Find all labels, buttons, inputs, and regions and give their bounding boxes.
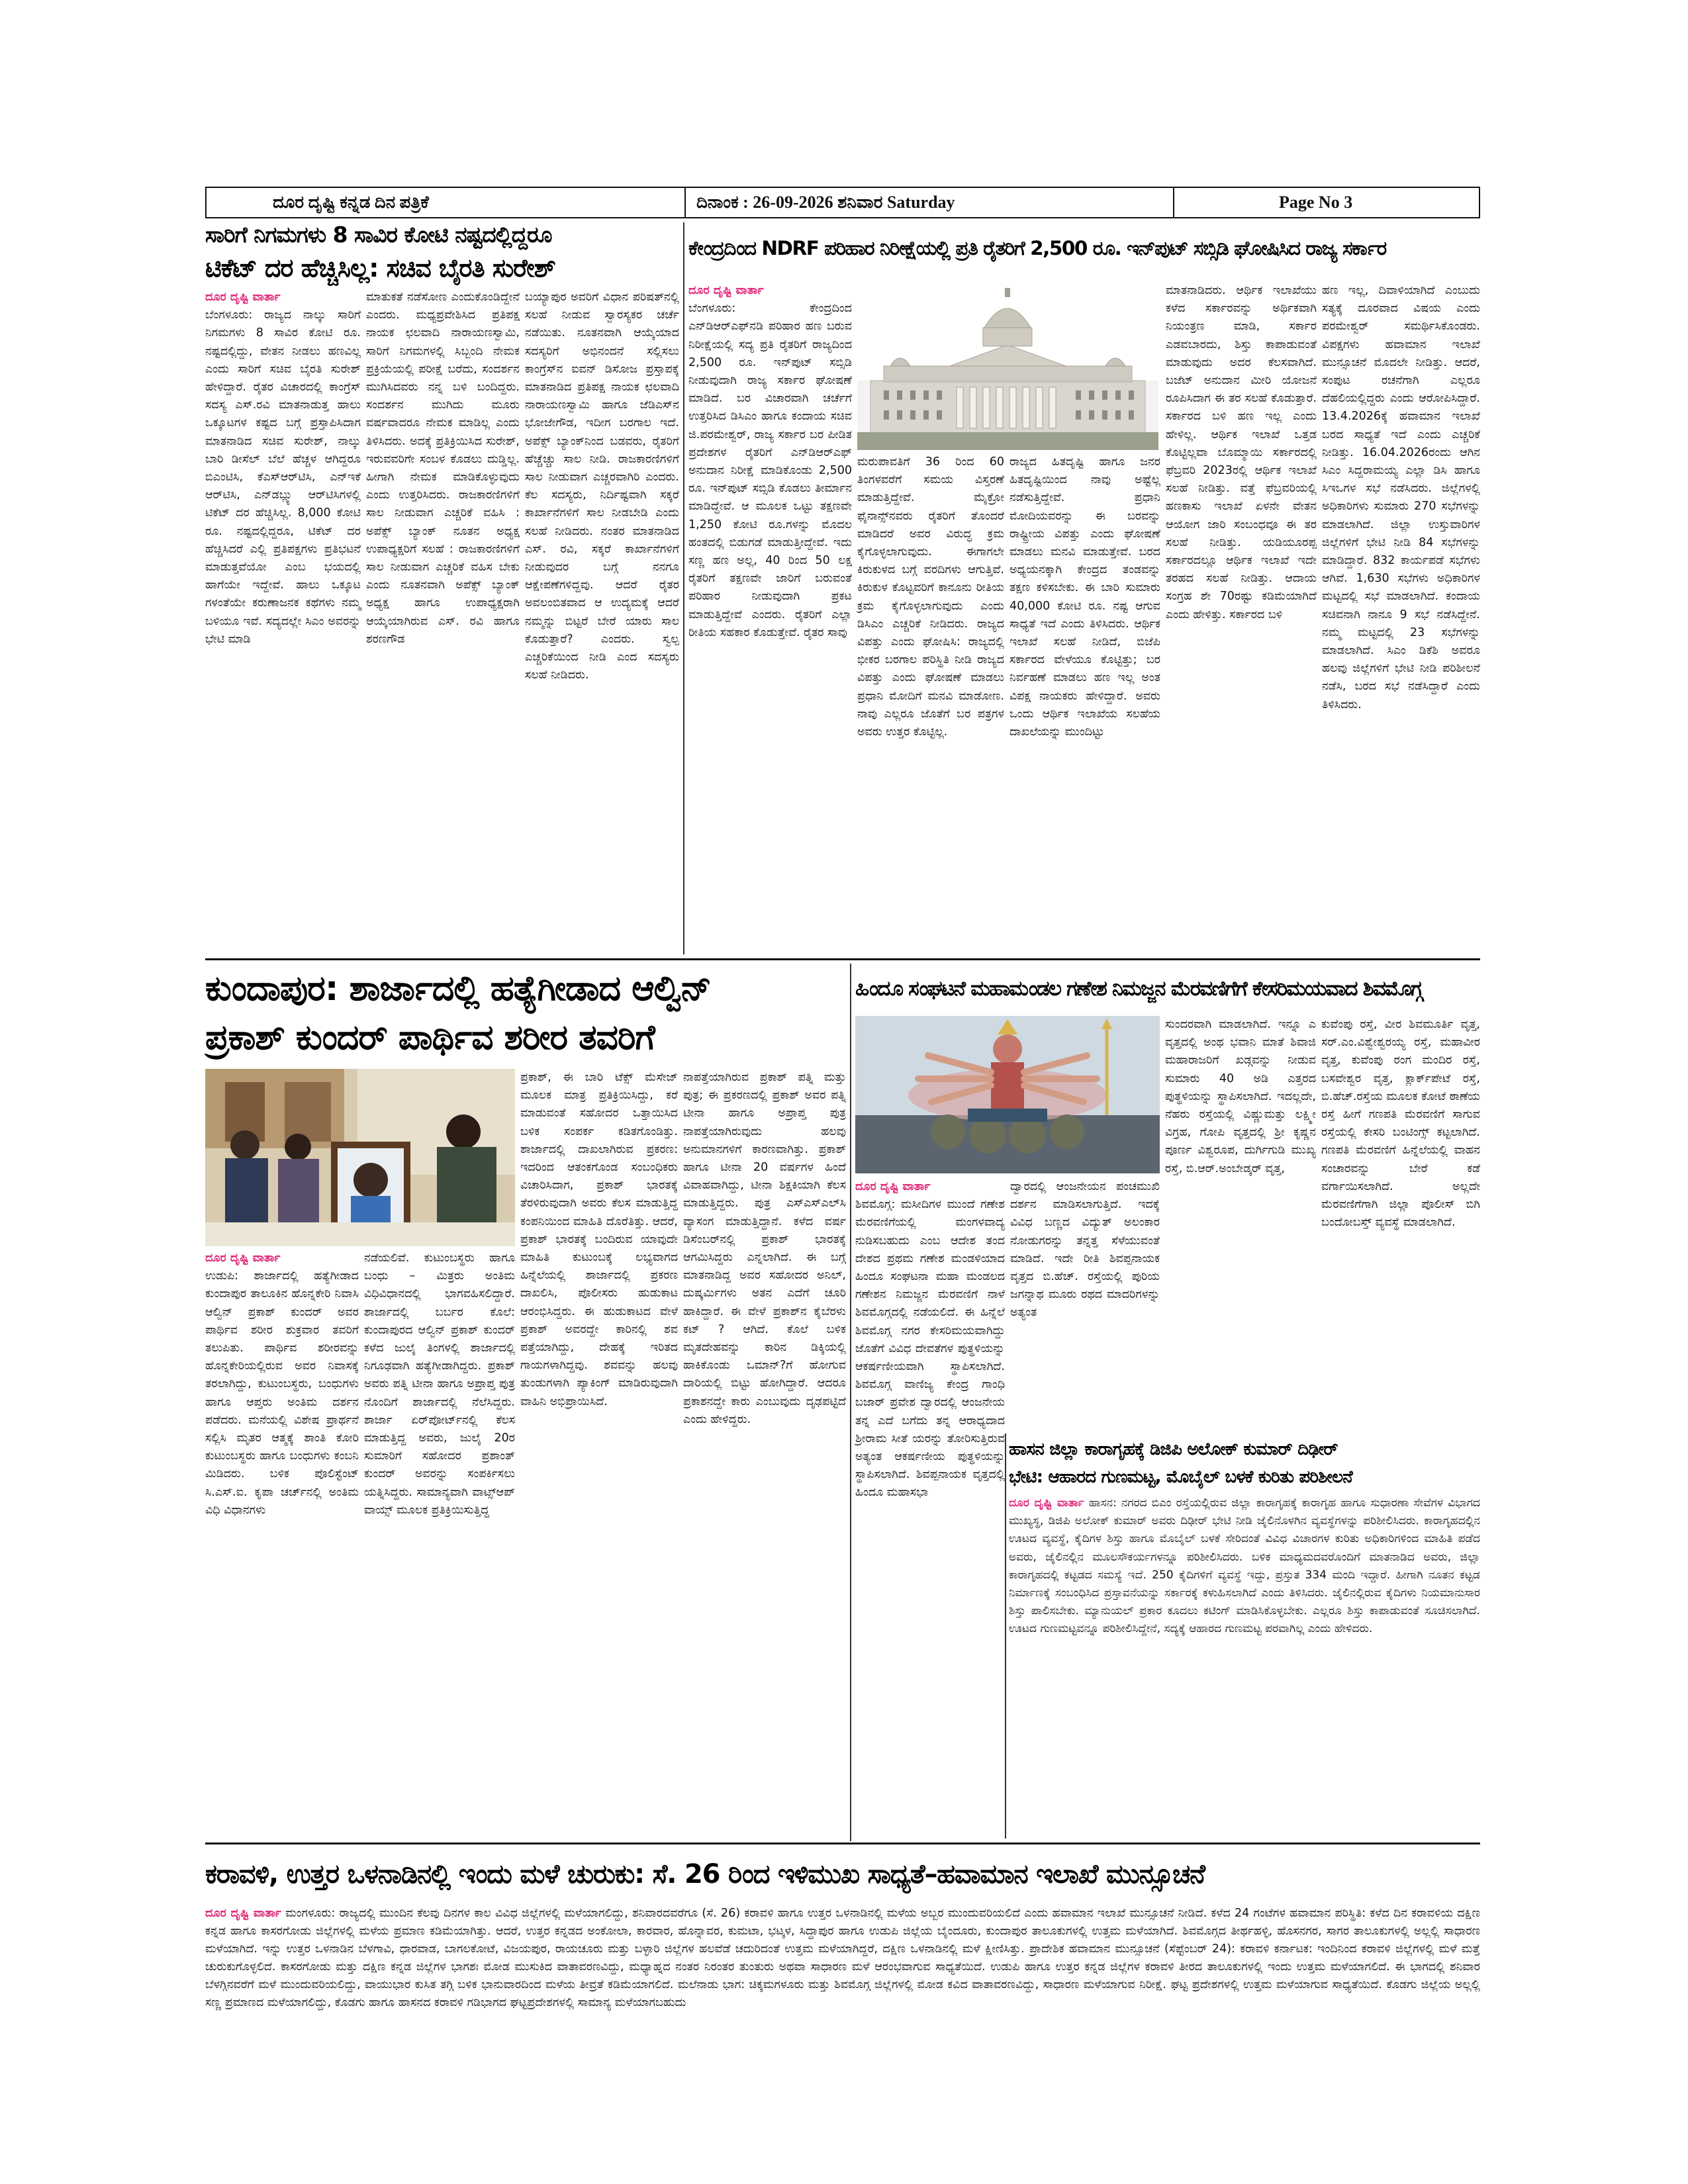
story3-text-2: ನಡೆಯಲಿವೆ. ಕುಟುಂಬಸ್ಥರು ಹಾಗೂ ಬಂಧು – ಮಿತ್ರರು ಅಂತಿಮ ವಿಧಿವಿಧಾನದಲ್ಲಿ ಭಾಗವಹಿಸಲಿದ್ದಾರೆ. ಶಾರ್ಜಾದಲ್ಲಿ ಬರ್ಬರ ಕೊಲೆ: ಕುಂದಾಪುರದ ಆಲ್ವಿನ್ ಪ್ರಕಾಶ್ ಕುಂದರ್ ಕಳೆದ ಜುಲೈ ತಿಂಗಳಲ್ಲಿ ಶಾರ್ಜಾದಲ್ಲಿ ನಿಗೂಢವಾಗಿ ಹತ್ಯೆಗೀಡಾಗಿದ್ದರು. ಪ್ರಕಾಶ್ ಅವರು ಪತ್ನಿ ಟೀನಾ ಹಾಗೂ ಅಪ್ರಾಪ್ತ ಪುತ್ರ ನೊಂದಿಗೆ ಶಾರ್ಜಾದಲ್ಲಿ ನೆಲೆಸಿದ್ದರು. ಶಾರ್ಜಾ ಏರ್‌ಪೋರ್ಟ್‌ನಲ್ಲಿ ಕೆಲಸ ಮಾಡುತ್ತಿದ್ದ ಅವರು, ಜುಲೈ 20ರ ಸುಮಾರಿಗೆ ಸಹೋದರ ಪ್ರಶಾಂತ್ ಕುಂದರ್ ಅವರನ್ನು ಸಂಪರ್ಕಿಸಲು ಯತ್ನಿಸಿದ್ದರು. ಸಾಮಾನ್ಯವಾಗಿ ವಾಟ್ಸ್ಆಪ್ ವಾಯ್ಸ್ ಮೂಲಕ ಪ್ರತಿಕ್ರಿಯಿಸುತ್ತಿದ್ದ (364, 1251, 515, 1517)
story1-column-3 (525, 289, 679, 953)
story3-column-2 (364, 1250, 515, 1839)
story2-headline: ಕೇಂದ್ರದಿಂದ NDRF ಪರಿಹಾರ ನಿರೀಕ್ಷೆಯಲ್ಲಿ ಪ್ರತಿ ರೈತರಿಗೆ 2,500 ರೂ. ಇನ್‌ಪುಟ್ ಸಬ್ಸಿಡಿ ಘೋಷಿಸಿದ ರಾಜ್ಯ ಸರ್ಕಾರ (688, 237, 1386, 259)
story3-headline-line2: ಪ್ರಕಾಶ್ ಕುಂದರ್ ಪಾರ್ಥಿವ ಶರೀರ ತವರಿಗೆ (205, 1018, 655, 1058)
story6-dateline: ದೂರ ದೃಷ್ಟಿ ವಾರ್ತಾ (205, 1907, 281, 1920)
column-rule (683, 222, 684, 954)
page-number: Page No 3 (1279, 193, 1353, 212)
masthead-divider (684, 188, 686, 217)
story6-text: ಮಂಗಳೂರು: ರಾಜ್ಯದಲ್ಲಿ ಮುಂದಿನ ಕೆಲವು ದಿನಗಳ ಕಾಲ ವಿವಿಧ ಜಿಲ್ಲೆಗಳಲ್ಲಿ ಮಳೆಯಾಗಲಿದ್ದು, ಶನಿವಾರದವರೆಗೂ (ಸೆ. 26) ಕರಾವಳಿ ಹಾಗೂ ಉತ್ತರ ಒಳನಾಡಿನಲ್ಲಿ ಮಳೆಯ ಅಬ್ಬರ ಮುಂದುವರಿಯಲಿದೆ ಎಂದು ಹವಾಮಾನ ಇಲಾಖೆ ಮುನ್ಸೂಚನೆ ನೀಡಿದೆ. ಕಳೆದ 24 ಗಂಟೆಗಳ ಹವಾಮಾನ ಪರಿಸ್ಥಿತಿ: ಕಳೆದ ದಿನ ಕರಾವಳಿಯ ದಕ್ಷಿಣ ಕನ್ನಡ ಹಾಗೂ ಕಾಸರಗೋಡು ಜಿಲ್ಲೆಗಳಲ್ಲಿ ಮಳೆಯ ಪ್ರಮಾಣ ಕಡಿಮೆಯಾಗಿತ್ತು. ಆದರೆ, ಉತ್ತರ ಕನ್ನಡದ ಅಂಕೋಲಾ, ಕಾರವಾರ, ಹೊನ್ನಾವರ, ಕುಮಟಾ, ಭಟ್ಕಳ, ಸಿದ್ದಾಪುರ ಹಾಗೂ ಉಡುಪಿ ಜಿಲ್ಲೆಯ ಬೈಂದೂರು, ಕುಂದಾಪುರ ತಾಲೂಕುಗಳಲ್ಲಿ ಉತ್ತಮ ಮಳೆಯಾಗಿದೆ. ಶಿವಮೊಗ್ಗದ ತೀರ್ಥಹಳ್ಳಿ, ಹೊಸನಗರ, ಸಾಗರ ತಾಲೂಕುಗಳಲ್ಲಿ ಅಲ್ಲಲ್ಲಿ ಸಾಧಾರಣ ಮಳೆಯಾಗಿದೆ. ಇನ್ನು ಉತ್ತರ ಒಳನಾಡಿನ ಬೆಳಗಾವಿ, ಧಾರವಾಡ, ಬಾಗಲಕೋಟೆ, ವಿಜಯಪುರ, ರಾಯಚೂರು ಮತ್ತು ಬಳ್ಳಾರಿ ಜಿಲ್ಲೆಗಳ ಹಲವೆಡೆ ಚದುರಿದಂತೆ ಉತ್ತಮ ಮಳೆಯಾಗಿದ್ದರೆ, ದಕ್ಷಿಣ ಒಳನಾಡಿನಲ್ಲಿ ಮಳೆ ಕ್ಷೀಣಿಸಿತ್ತು. ಪ್ರಾದೇಶಿಕ ಹವಾಮಾನ ಮುನ್ಸೂಚನೆ (ಸೆಪ್ಟೆಂಬರ್ 24): ಕರಾವಳಿ ಕರ್ನಾಟಕ: ಇಂದಿನಿಂದ ಕರಾವಳಿ ಜಿಲ್ಲೆಗಳಲ್ಲಿ ಮಳೆ ಮತ್ತೆ ಚುರುಕುಗೊಳ್ಳಲಿದೆ. ಕಾಸರಗೋಡು ಮತ್ತು ದಕ್ಷಿಣ ಕನ್ನಡ ಜಿಲ್ಲೆಗಳ ಭಾಗಶಃ ಮೋಡ ಮುಸುಕಿದ ವಾತಾವರಣವಿದ್ದು, ಮಧ್ಯಾಹ್ನದ ನಂತರ ನಿರಂತರ ತುಂತುರು ಅಥವಾ ಸಾಧಾರಣ ಮಳೆ ಆರಂಭವಾಗುವ ಸಾಧ್ಯತೆಯಿದೆ. ಉಡುಪಿ ಹಾಗೂ ಉತ್ತರ ಕನ್ನಡ ಜಿಲ್ಲೆಗಳ ಕರಾವಳಿ ತೀರದ ತಾಲೂಕುಗಳಲ್ಲಿ ಇಂದು ಉತ್ತಮ ಮಳೆಯಾಗಲಿದೆ. ಈ ಭಾಗದಲ್ಲಿ ಶನಿವಾರ ಬೆಳಗ್ಗಿನವರೆಗೆ ಮಳೆ ಮುಂದುವರಿಯಲಿದ್ದು, ವಾಯುಭಾರ ಕುಸಿತ ತಗ್ಗಿ ಬಳಿಕ ಭಾನುವಾರದಿಂದ ಮಳೆಯ ತೀವ್ರತೆ ಕಡಿಮೆಯಾಗಲಿದೆ. ಮಲೆನಾಡು ಭಾಗ: ಚಿಕ್ಕಮಗಳೂರು ಮತ್ತು ಶಿವಮೊಗ್ಗ ಜಿಲ್ಲೆಗಳಲ್ಲಿ ಮೋಡ ಕವಿದ ವಾತಾವರಣವಿದ್ದು, ಸಾಧಾರಣ ಮಳೆಯಾಗುವ ನಿರೀಕ್ಷೆ. ಘಟ್ಟ ಪ್ರದೇಶಗಳಲ್ಲಿ ಉತ್ತಮ ಮಳೆಯಾಗುವ ಸಾಧ್ಯತೆಯಿದೆ. ಕೊಡಗು ಜಿಲ್ಲೆಯ ಅಲ್ಲಲ್ಲಿ ಸಣ್ಣ ಪ್ರಮಾಣದ ಮಳೆಯಾಗಲಿದ್ದು, ಕೊಡಗು ಹಾಗೂ ಹಾಸನದ ಕರಾವಳಿ ಗಡಿಭಾಗದ ಘಟ್ಟಪ್ರದೇಶಗಳಲ್ಲಿ ಸಾಮಾನ್ಯ ಮಳೆಯಾಗಬಹುದು (205, 1907, 1480, 2009)
story1-text-1: ಬೆಂಗಳೂರು: ರಾಜ್ಯದ ನಾಲ್ಕು ಸಾರಿಗೆ ನಿಗಮಗಳು 8 ಸಾವಿರ ಕೋಟಿ ರೂ. ನಷ್ಟದಲ್ಲಿದ್ದು, ವೇತನ ನೀಡಲು ಹಣವಿಲ್ಲ ಎಂದು ಸಾರಿಗೆ ಸಚಿವ ಬೈರತಿ ಸುರೇಶ್ ಹೇಳಿದ್ದಾರೆ. ರೈತರ ವಿಚಾರದಲ್ಲಿ ಕಾಂಗ್ರೆಸ್ ಸದಸ್ಯ ಎಸ್.ರವಿ ಮಾತನಾಡುತ್ತ ಹಾಲು ಒಕ್ಕೂಟಗಳ ಕಷ್ಟದ ಬಗ್ಗೆ ಪ್ರಸ್ತಾಪಿಸಿದಾಗ ಮಾತನಾಡಿದ ಸಚಿವ ಸುರೇಶ್, ನಾಲ್ಕು ಬಾರಿ ಡೀಸೆಲ್ ಬೆಲೆ ಹೆಚ್ಚಳ ಆಗಿದ್ದರೂ ಬಿಎಂಟಿಸಿ, ಕೆಎಸ್ಆರ್‌ಟಿಸಿ, ಎನ್‌ಇಕೆ ಆರ್‌ಟಿಸಿ, ಎನ್‌ಡಬ್ಲ್ಯು ಆರ್‌ಟಿಸಿಗಳಲ್ಲಿ ಟಿಕೆಟ್ ದರ ಹೆಚ್ಚಿಸಿಲ್ಲ. 8,000 ಕೋಟಿ ರೂ. ನಷ್ಟದಲ್ಲಿದ್ದರೂ, ಟಿಕೆಟ್ ದರ ಹೆಚ್ಚಿಸಿದರೆ ಎಲ್ಲಿ ಪ್ರತಿಪಕ್ಷಗಳು ಪ್ರತಿಭಟನೆ ಮಾಡುತ್ತವೆಯೋ ಎಂಬ ಭಯದಲ್ಲಿ ಹಾಗೆಯೇ ಇದ್ದೇವೆ. ಹಾಲು ಒಕ್ಕೂಟ ಗಳಂತೆಯೇ ಕರುಣಾಜನಕ ಕಥೆಗಳು ನಮ್ಮ ಬಳಿಯೂ ಇವೆ. ಸದ್ಯದಲ್ಲೇ ಸಿಎಂ ಅವರನ್ನು ಭೇಟಿ ಮಾಡಿ (205, 308, 361, 646)
ganesha-idol-photo (855, 1016, 1160, 1173)
story2-text-4: ಮಾತನಾಡಿದರು. ಆರ್ಥಿಕ ಇಲಾಖೆಯು ಕಳೆದ ಸರ್ಕಾರವನ್ನು ಅರ್ಥಿಕವಾಗಿ ನಿಯಂತ್ರಣ ಮಾಡಿ, ಸರ್ಕಾರ ಎಡವಬಾರದು, ಶಿಸ್ತು ಕಾಪಾಡುವಂತೆ ಮಾಡುವುದು ಅದರ ಕೆಲಸವಾಗಿದೆ. ಬಜೆಟ್ ಅನುದಾನ ಮೀರಿ ಯೋಜನೆ ರೂಪಿಸಿದಾಗ ಈ ತರ ಸಲಹೆ ಕೊಡುತ್ತಾರೆ. ಸರ್ಕಾರದ ಬಳಿ ಹಣ ಇಲ್ಲ ಎಂದು ಹೇಳಿಲ್ಲ. ಆರ್ಥಿಕ ಇಲಾಖೆ ಒತ್ತಡ ಕೊಟ್ಟಿಲ್ಲವಾ ಬೊಮ್ಮಾಯಿ ಸರ್ಕಾರದಲ್ಲಿ ಫೆಬ್ರವರಿ 2023ರಲ್ಲಿ ಆರ್ಥಿಕ ಇಲಾಖೆ ಸಲಹೆ ನೀಡಿತ್ತು. ವತ್ತೆ ಫೆಬ್ರವರಿಯಲ್ಲಿ ಹಣಕಾಸು ಇಲಾಖೆ ಏಳನೇ ವೇತನ ಆಯೋಗ ಜಾರಿ ಸಂಬಂಧವೂ ಈ ತರ ಸಲಹೆ ನೀಡಿತ್ತು. ಯಡಿಯೂರಪ್ಪ ಸರ್ಕಾರದಲ್ಲೂ ಆರ್ಥಿಕ ಇಲಾಖೆ ಇದೇ ತರಹದ ಸಲಹೆ ನೀಡಿತ್ತು. ಆದಾಯ ಸಂಗ್ರಹ ಶೇ 70ರಷ್ಟು ಕಡಿಮೆಯಾಗಿದೆ ಎಂದು ಹೇಳಿತ್ತು. ಸರ್ಕಾರದ ಬಳಿ (1166, 284, 1317, 621)
story1-dateline: ದೂರ ದೃಷ್ಟಿ ವಾರ್ತಾ (205, 291, 281, 304)
story4-column-3 (1165, 1016, 1316, 1430)
story4-column-1 (855, 1178, 1005, 1500)
story5-headline-line2: ಭೇಟಿ: ಆಹಾರದ ಗುಣಮಟ್ಟ, ಮೊಬೈಲ್ ಬಳಕೆ ಕುರಿತು ಪರಿಶೀಲನೆ (1009, 1467, 1352, 1487)
story2-column-1 (688, 282, 852, 952)
story3-text-1: ಉಡುಪಿ: ಶಾರ್ಜಾದಲ್ಲಿ ಹತ್ಯೆಗೀಡಾದ ಕುಂದಾಪುರ ತಾಲೂಕಿನ ಹೊನ್ನಕೇರಿ ನಿವಾಸಿ ಆಲ್ವಿನ್ ಪ್ರಕಾಶ್ ಕುಂದರ್ ಅವರ ಪಾರ್ಥಿವ ಶರೀರ ಶುಕ್ರವಾರ ತವರಿಗೆ ತಲುಪಿತು. ಪಾರ್ಥಿವ ಶರೀರವನ್ನು ಹೊನ್ನಕೇರಿಯಲ್ಲಿರುವ ಅವರ ನಿವಾಸಕ್ಕೆ ತರಲಾಗಿದ್ದು, ಕುಟುಂಬಸ್ಥರು, ಬಂಧುಗಳು ಹಾಗೂ ಆಪ್ತರು ಅಂತಿಮ ದರ್ಶನ ಪಡೆದರು. ಮನೆಯಲ್ಲಿ ವಿಶೇಷ ಪ್ರಾರ್ಥನೆ ಸಲ್ಲಿಸಿ ಮೃತರ ಆತ್ಮಕ್ಕೆ ಶಾಂತಿ ಕೋರಿ ಕುಟುಂಬಸ್ಥರು ಹಾಗೂ ಬಂಧುಗಳು ಕಂಬನಿ ಮಿಡಿದರು. ಬಳಿಕ ಪೊಲಿಸ್ಟೆಂಟ್ ಸಿ.ಎಸ್.ಐ. ಕೃಪಾ ಚರ್ಚ್‌ನಲ್ಲಿ ಅಂತಿಮ ವಿಧಿ ವಿಧಾನಗಳು (205, 1269, 359, 1517)
story2-dateline: ದೂರ ದೃಷ್ಟಿ ವಾರ್ತಾ (688, 284, 764, 297)
story2-column-4 (1166, 282, 1317, 952)
story5-body (1009, 1494, 1480, 1839)
story3-headline-line1: ಕುಂದಾಪುರ: ಶಾರ್ಜಾದಲ್ಲಿ ಹತ್ಯೆಗೀಡಾದ ಆಲ್ವಿನ್ (205, 969, 711, 1009)
story2-text-5: ಹಣ ಇಲ್ಲ, ದಿವಾಳಿಯಾಗಿದೆ ಎಂಬುದು ಸತ್ಯಕ್ಕೆ ದೂರವಾದ ವಿಷಯ ಎಂದು ಪರಮೇಶ್ವರ್ ಸಮರ್ಥಿಸಿಕೊಂಡರು. ವಿಪಕ್ಷಗಳು ಹವಾಮಾನ ಇಲಾಖೆ ಮುನ್ಸೂಚನೆ ಮೊದಲೇ ನೀಡಿತ್ತು. ಆದರೆ, ಸಂಪುಟ ರಚನೆಗಾಗಿ ಎಲ್ಲರೂ ದೆಹಲಿಯಲ್ಲಿದ್ದರು ಎಂದು ಆರೋಪಿಸಿದ್ದಾರೆ. 13.4.2026ಕ್ಕೆ ಹವಾಮಾನ ಇಲಾಖೆ ಬರದ ಸಾಧ್ಯತೆ ಇದೆ ಎಂದು ಎಚ್ಚರಿಕೆ ನೀಡಿತ್ತು. 16.04.2026ರಂದು ಆಗಿನ ಸಿಎಂ ಸಿದ್ದರಾಮಯ್ಯ ಎಲ್ಲಾ ಡಿಸಿ ಹಾಗೂ ಸಿಇಒಗಳ ಸಭೆ ನಡೆಸಿದರು. ಜಿಲ್ಲೆಗಳಲ್ಲಿ ಅಧಿಕಾರಿಗಳು ಸುಮಾರು 270 ಸಭೆಗಳನ್ನು ಮಾಡಲಾಗಿದೆ. ಜಿಲ್ಲಾ ಉಸ್ತುವಾರಿಗಳ ಜಿಲ್ಲೆಗಳಿಗೆ ಭೇಟಿ ನೀಡಿ 84 ಸಭೆಗಳನ್ನು ಮಾಡಿದ್ದಾರೆ. 832 ಕಾರ್ಯಪಡೆ ಸಭೆಗಳು ಆಗಿವೆ. 1,630 ಸಭೆಗಳು ಅಧಿಕಾರಿಗಳ ಮಟ್ಟದಲ್ಲಿ ಸಭೆ ಮಾಡಲಾಗಿದೆ. ಕಂದಾಯ ಸಚಿವನಾಗಿ ನಾನೂ 9 ಸಭೆ ನಡೆಸಿದ್ದೇನೆ. ನಮ್ಮ ಮಟ್ಟದಲ್ಲಿ 23 ಸಭೆಗಳನ್ನು ಮಾಡಲಾಗಿದೆ. ಸಿಎಂ ಡಿಕೆಶಿ ಅವರೂ ಹಲವು ಜಿಲ್ಲೆಗಳಿಗೆ ಭೇಟಿ ನೀಡಿ ಪರಿಶೀಲನೆ ನಡೆಸಿ, ಬರದ ಸಭೆ ನಡೆಸಿದ್ದಾರೆ ಎಂದು ತಿಳಿಸಿದರು. (1322, 284, 1480, 711)
story4-headline: ಹಿಂದೂ ಸಂಘಟನೆ ಮಹಾಮಂಡಲ ಗಣೇಶ ನಿಮಜ್ಜನ ಮೆರವಣಿಗೆಗೆ ಕೇಸರಿಮಯವಾದ ಶಿವಮೊಗ್ಗ (855, 977, 1422, 1001)
story3-text-3: ಪ್ರಕಾಶ್, ಈ ಬಾರಿ ಟೆಕ್ಸ್ ಮೆಸೇಜ್ ಮೂಲಕ ಮಾತ್ರ ಪ್ರತಿಕ್ರಿಯಿಸಿದ್ದು, ಕರೆ ಮಾಡುವಂತೆ ಸಹೋದರ ಒತ್ತಾಯಿಸಿದ ಬಳಿಕ ಸಂಪರ್ಕ ಕಡಿತಗೊಂಡಿತ್ತು. ಶಾರ್ಜಾದಲ್ಲಿ ದಾಖಲಾಗಿರುವ ಪ್ರಕರಣ: ಇದರಿಂದ ಆತಂಕಗೊಂಡ ಸಂಬಂಧಿಕರು ವಿಚಾರಿಸಿದಾಗ, ಪ್ರಕಾಶ್ ಭಾರತಕ್ಕೆ ತೆರಳಿರುವುದಾಗಿ ಅವರು ಕೆಲಸ ಮಾಡುತ್ತಿದ್ದ ಕಂಪನಿಯಿಂದ ಮಾಹಿತಿ ದೊರೆತಿತ್ತು. ಆದರೆ, ಪ್ರಕಾಶ್ ಭಾರತಕ್ಕೆ ಬಂದಿರುವ ಯಾವುದೇ ಮಾಹಿತಿ ಕುಟುಂಬಕ್ಕೆ ಲಭ್ಯವಾಗದ ಹಿನ್ನೆಲೆಯಲ್ಲಿ ಶಾರ್ಜಾದಲ್ಲಿ ಪ್ರಕರಣ ದಾಖಲಿಸಿ, ಪೊಲೀಸರು ಹುಡುಕಾಟ ಆರಂಭಿಸಿದ್ದರು. ಈ ಹುಡುಕಾಟದ ವೇಳೆ ಪ್ರಕಾಶ್ ಅವರದ್ದೇ ಕಾರಿನಲ್ಲಿ ಶವ ಪತ್ತೆಯಾಗಿದ್ದು, ದೇಹಕ್ಕೆ ಇರಿತದ ಗಾಯಗಳಾಗಿದ್ದವು. ಶವವನ್ನು ಹಲವು ತುಂಡುಗಳಾಗಿ ಪ್ಯಾಕಿಂಗ್ ಮಾಡಿರುವುದಾಗಿ ವಾಹಿನಿ ಅಭಿಪ್ರಾಯಿಸಿದೆ. (520, 1071, 678, 1408)
story2-text-2: ಮರುಪಾವತಿಗೆ 36 ರಿಂದ 60 ತಿಂಗಳವರೆಗೆ ಸಮಯ ವಿಸ್ತರಣೆ ಮಾಡುತ್ತಿದ್ದೇವೆ. ಮೈಕ್ರೋ ಫೈನಾನ್ಸ್‌ನವರು ರೈತರಿಗೆ ತೊಂದರೆ ಮಾಡಿದರೆ ಅವರ ವಿರುದ್ಧ ಕ್ರಮ ಕೈಗೊಳ್ಳಲಾಗುವುದು. ಈಗಾಗಲೇ ಕಿರುಕುಳದ ಬಗ್ಗೆ ವರದಿಗಳು ಆಗುತ್ತಿವೆ. ಕಿರುಕುಳ ಕೊಟ್ಟವರಿಗೆ ಕಾನೂನು ರೀತಿಯ ಕ್ರಮ ಕೈಗೊಳ್ಳಲಾಗುವುದು ಎಂದು ಡಿಸಿಎಂ ಎಚ್ಚರಿಕೆ ನೀಡಿದರು. ರಾಜ್ಯದ ವಿಪತ್ತು ಎಂದು ಘೋಷಿಸಿ: ರಾಜ್ಯದಲ್ಲಿ ಭೀಕರ ಬರಗಾಲ ಪರಿಸ್ಥಿತಿ ನೀಡಿ ರಾಜ್ಯದ ವಿಪತ್ತು ಎಂದು ಘೋಷಣೆ ಮಾಡಲು ಪ್ರಧಾನಿ ಮೋದಿಗೆ ಮನವಿ ಮಾಡೋಣ. ನಾವು ಎಲ್ಲರೂ ಜೊತೆಗೆ ಬರ ಪತ್ರಗಳ ಅವರು ಉತ್ತರ ಕೊಟ್ಟಿಲ್ಲ. (857, 455, 1004, 739)
story2-text-3: ರಾಜ್ಯದ ಹಿತದೃಷ್ಟಿ ಹಾಗೂ ಜನರ ಹಿತದೃಷ್ಟಿಯಿಂದ ನಾವು ಅಷ್ಟೆಲ್ಲ ನಡೆಸುತ್ತಿದ್ದೇವೆ. ಪ್ರಧಾನಿ ಮೋದಿಯವರನ್ನು ಈ ಬರವನ್ನು ರಾಷ್ಟ್ರೀಯ ವಿಪತ್ತು ಎಂದು ಘೋಷಣೆ ಮಾಡಲು ಮನವಿ ಮಾಡುತ್ತೇವೆ. ಬರದ ಅಧ್ಯಯನಕ್ಕಾಗಿ ಕೇಂದ್ರದ ತಂಡವನ್ನು ತಕ್ಷಣ ಕಳಿಸಬೇಕು. ಈ ಬಾರಿ ಸುಮಾರು 40,000 ಕೋಟಿ ರೂ. ನಷ್ಟ ಆಗುವ ಸಾಧ್ಯತೆ ಇದೆ ಎಂದು ತಿಳಿಸಿದರು. ಆರ್ಥಿಕ ಇಲಾಖೆ ಸಲಹೆ ನೀಡಿದೆ, ಬಿಜೆಪಿ ಸರ್ಕಾರದ ವೇಳೆಯೂ ಕೊಟ್ಟಿತ್ತು; ಬರ ನಿರ್ವಹಣೆ ಮಾಡಲು ಹಣ ಇಲ್ಲ ಅಂತ ವಿಪಕ್ಷ ನಾಯಕರು ಹೇಳಿದ್ದಾರೆ. ಅವರು ಒಂದು ಆರ್ಥಿಕ ಇಲಾಖೆಯ ಸಲಹೆಯ ದಾಖಲೆಯನ್ನು ಮುಂದಿಟ್ಟು (1009, 455, 1160, 739)
story3-column-3 (520, 1069, 678, 1839)
story4-text-2: ದ್ವಾರದಲ್ಲಿ ಆಂಜನೇಯನ ಪಂಚಮುಖಿ ದರ್ಶನ ಮಾಡಿಸಲಾಗುತ್ತಿದೆ. ಇದಕ್ಕೆ ವಿವಿಧ ಬಣ್ಣದ ವಿದ್ಯುತ್ ಅಲಂಕಾರ ನೋಡುಗರನ್ನು ತನ್ನತ್ತ ಸೆಳೆಯುವಂತೆ ಮಾಡಿದೆ. ಇದೇ ರೀತಿ ಶಿವಪ್ಪನಾಯಕ ವೃತ್ತದ ಬಿ.ಹೆಚ್. ರಸ್ತೆಯಲ್ಲಿ ಪುರಿಯ ಜಗನ್ನಾಥ ಮೂರು ರಥದ ಮಾದರಿಗಳನ್ನು ಅತ್ಯಂತ (1010, 1180, 1160, 1320)
story2-column-2 (857, 453, 1004, 952)
building-image (857, 281, 1158, 450)
story1-headline-line2: ಟಿಕೆಟ್ ದರ ಹೆಚ್ಚಿಸಿಲ್ಲ: ಸಚಿವ ಬೈರತಿ ಸುರೇಶ್ (205, 253, 555, 283)
story4-text-1: ಶಿವಮೊಗ್ಗ: ಮಸೀದಿಗಳ ಮುಂದೆ ಗಣೇಶ ಮೆರವಣಿಗೆಯಲ್ಲಿ ಮಂಗಳವಾದ್ಯ ನುಡಿಸಬಹುದು ಎಂಬ ಆದೇಶ ತಂದ ದೇಶದ ಪ್ರಥಮ ಗಣೇಶ ಮಂಡಳಿಯಾದ ಹಿಂದೂ ಸಂಘಟನಾ ಮಹಾ ಮಂಡಲದ ಗಣೇಶನ ನಿಮಜ್ಜನ ಮೆರವಣಿಗೆ ನಾಳೆ ಶಿವಮೊಗ್ಗದಲ್ಲಿ ನಡೆಯಲಿದೆ. ಈ ಹಿನ್ನೆಲೆ ಶಿವಮೊಗ್ಗ ನಗರ ಕೇಸರಿಮಯವಾಗಿದ್ದು ಜೊತೆಗೆ ವಿವಿಧ ದೇವತೆಗಳ ಪುತ್ಥಳಿಯನ್ನು ಆಕರ್ಷಣೀಯವಾಗಿ ಸ್ಥಾಪಿಸಲಾಗಿದೆ. ಶಿವಮೊಗ್ಗ ವಾಣಿಜ್ಯ ಕೇಂದ್ರ ಗಾಂಧಿ ಬಜಾರ್ ಪ್ರವೇಶ ದ್ವಾರದಲ್ಲಿ ಆಂಜನೇಯ ತನ್ನ ಎದೆ ಬಗೆದು ತನ್ನ ಆರಾಧ್ಯದಾದ ಶ್ರೀರಾಮ ಸೀತೆ ಯರನ್ನು ತೋರಿಸುತ್ತಿರುವ ಅತ್ಯಂತ ಆಕರ್ಷಣೀಯ ಪುತ್ಥಳಿಯನ್ನು ಸ್ಥಾಪಿಸಲಾಗಿದೆ. ಶಿವಪ್ಪನಾಯಕ ವೃತ್ತದಲ್ಲಿ ಹಿಂದೂ ಮಹಾಸಭಾ (855, 1198, 1005, 1500)
story2-column-5 (1322, 282, 1480, 952)
story1-text-2: ಮಾತುಕತೆ ನಡೆಸೋಣ ಎಂದುಕೊಂಡಿದ್ದೇನೆ ಎಂದರು. ಮಧ್ಯಪ್ರವೇಶಿಸಿದ ಪ್ರತಿಪಕ್ಷ ನಾಯಕ ಛಲವಾದಿ ನಾರಾಯಣಸ್ವಾಮಿ, ಸಾರಿಗೆ ನಿಗಮಗಳಲ್ಲಿ ಸಿಬ್ಬಂದಿ ನೇಮಕ ಪ್ರಕ್ರಿಯೆಯಲ್ಲಿ ಪರೀಕ್ಷೆ ಬರೆದು, ಸಂದರ್ಶನ ಮುಗಿಸಿದವರು ನನ್ನ ಬಳಿ ಬಂದಿದ್ದರು. ಸಂದರ್ಶನ ಮುಗಿದು ಮೂರು ವರ್ಷವಾದರೂ ನೇಮಕ ಮಾಡಿಲ್ಲ ಎಂದು ತಿಳಿಸಿದರು. ಅದಕ್ಕೆ ಪ್ರತಿಕ್ರಿಯಿಸಿದ ಸುರೇಶ್, ಇರುವವರಿಗೇ ಸಂಬಳ ಕೊಡಲು ದುಡ್ಡಿಲ್ಲ. ಹೀಗಾಗಿ ನೇಮಕ ಮಾಡಿಕೊಳ್ಳುವುದು ಎಂದು ಉತ್ತರಿಸಿದರು. ರಾಜಕಾರಣಿಗಳಿಗೆ ಸಾಲ ನೀಡುವಾಗ ಎಚ್ಚರಿಕೆ ವಹಿಸಿ : ಅಪೆಕ್ಸ್ ಬ್ಯಾಂಕ್ ನೂತನ ಅಧ್ಯಕ್ಷ ಉಪಾಧ್ಯಕ್ಷರಿಗೆ ಸಲಹೆ : ರಾಜಕಾರಣಿಗಳಿಗೆ ಸಾಲ ನೀಡುವಾಗ ಎಚ್ಚರಿಕೆ ವಹಿಸ ಬೇಕು ಎಂದು ನೂತನವಾಗಿ ಅಪೆಕ್ಸ್ ಬ್ಯಾಂಕ್ ಅಧ್ಯಕ್ಷ ಹಾಗೂ ಉಪಾಧ್ಯಕ್ಷರಾಗಿ ಆಯ್ಕೆಯಾಗಿರುವ ಎಸ್. ರವಿ ಹಾಗೂ ಶರಣಗೌಡ (366, 291, 520, 646)
story4-column-4 (1321, 1016, 1480, 1430)
story5-dateline: ದೂರ ದೃಷ್ಟಿ ವಾರ್ತಾ (1009, 1496, 1084, 1510)
column-rule (1005, 1433, 1006, 1839)
story1-column-1 (205, 289, 361, 953)
story4-column-2 (1010, 1178, 1160, 1430)
story3-text-4: ನಾಪತ್ತೆಯಾಗಿರುವ ಪ್ರಕಾಶ್ ಪತ್ನಿ ಮತ್ತು ಪುತ್ರ; ಈ ಪ್ರಕರಣದಲ್ಲಿ ಪ್ರಕಾಶ್ ಅವರ ಪತ್ನಿ ಟೀನಾ ಹಾಗೂ ಅಪ್ರಾಪ್ತ ಪುತ್ರ ನಾಪತ್ತೆಯಾಗಿರುವುದು ಹಲವು ಅನುಮಾನಗಳಿಗೆ ಕಾರಣವಾಗಿತ್ತು. ಪ್ರಕಾಶ್ ಹಾಗೂ ಟೀನಾ 20 ವರ್ಷಗಳ ಹಿಂದೆ ವಿವಾಹವಾಗಿದ್ದು, ಟೀನಾ ಶಿಕ್ಷಕಿಯಾಗಿ ಕೆಲಸ ಮಾಡುತ್ತಿದ್ದರು. ಪುತ್ರ ಎಸ್ಎಸ್ಎಲ್‌ಸಿ ವ್ಯಾಸಂಗ ಮಾಡುತ್ತಿದ್ದಾನೆ. ಕಳೆದ ವರ್ಷ ಡಿಸೆಂಬರ್‌ನಲ್ಲಿ ಪ್ರಕಾಶ್ ಭಾರತಕ್ಕೆ ಆಗಮಿಸಿದ್ದರು ಎನ್ನಲಾಗಿದೆ. ಈ ಬಗ್ಗೆ ಮಾತನಾಡಿದ್ದ ಅವರ ಸಹೋದರ ಅನಿಲ್, ದುಷ್ಕರ್ಮಿಗಳು ಅತನ ಎದೆಗೆ ಚೂರಿ ಹಾಕಿದ್ದಾರೆ. ಈ ವೇಳೆ ಪ್ರಕಾಶ್‌ನ ಕೈಬೆರಳು ಕಟ್ ? ಆಗಿದೆ. ಕೊಲೆ ಬಳಿಕ ಮೃತದೇಹವನ್ನು ಕಾರಿನ ಡಿಕ್ಕಿಯಲ್ಲಿ ಹಾಕಿಕೊಂಡು ಒಮಾನ್?ಗೆ ಹೋಗುವ ದಾರಿಯಲ್ಲಿ ಬಿಟ್ಟು ಹೋಗಿದ್ದಾರೆ. ಆದರೂ ಪ್ರಕಾಶನದ್ದೇ ಕಾರು ಎಂಬುವುದು ದೃಢಪಟ್ಟಿದೆ ಎಂದು ಹೇಳಿದ್ದರು. (683, 1071, 846, 1426)
story4-text-4: ಕುವೆಂಪು ರಸ್ತೆ, ವೀರ ಶಿವಮೂರ್ತಿ ವೃತ್ತ, ಸರ್.ಎಂ.ವಿಶ್ವೇಶ್ವರಯ್ಯ ರಸ್ತೆ, ಮಹಾವೀರ ವೃತ್ತ, ಕುವೆಂಪು ರಂಗ ಮಂದಿರ ರಸ್ತೆ, ಬಸವೇಶ್ವರ ವೃತ್ತ, ಕ್ಲಾರ್ಕ್‌ಪೇಟೆ ರಸ್ತೆ, ಬಿ.ಹೆಚ್.ರಸ್ತೆಯ ಮೂಲಕ ಕೋಟೆ ಠಾಣೆಯ ರಸ್ತೆ ಹೀಗೆ ಗಣಪತಿ ಮೆರವಣಿಗೆ ಸಾಗುವ ರಸ್ತೆಯಲ್ಲಿ ಕೇಸರಿ ಬಂಟಿಂಗ್ಸ್ ಕಟ್ಟಲಾಗಿದೆ. ಗಣಪತಿ ಮೆರವಣಿಗೆ ಹಿನ್ನೆಲೆಯಲ್ಲಿ ವಾಹನ ಸಂಚಾರವನ್ನು ಬೇರೆ ಕಡೆ ವರ್ಗಾಯಿಸಲಾಗಿದೆ. ಅಲ್ಲದೇ ಮೆರವಣಿಗೆಗಾಗಿ ಜಿಲ್ಲಾ ಪೊಲೀಸ್ ಬಿಗಿ ಬಂದೋಬಸ್ತ್ ವ್ಯವಸ್ಥೆ ಮಾಡಲಾಗಿದೆ. (1321, 1018, 1480, 1230)
masthead-bar (205, 187, 1480, 218)
story2-column-3 (1009, 453, 1160, 952)
story6-body (205, 1905, 1480, 2169)
paper-name: ದೂರ ದೃಷ್ಟಿ ಕನ್ನಡ ದಿನ ಪತ್ರಿಕೆ (273, 193, 429, 212)
story4-text-3: ಸುಂದರವಾಗಿ ಮಾಡಲಾಗಿದೆ. ಇನ್ನೂ ಎ ವೃತ್ತದಲ್ಲಿ ಅಂಥ ಭವಾನಿ ಮಾತೆ ಶಿವಾಜಿ ಮಹಾರಾಜರಿಗೆ ಖಡ್ಗವನ್ನು ನೀಡುವ ಸುಮಾರು 40 ಅಡಿ ಎತ್ತರದ ಪುತ್ಥಳಿಯನ್ನು ಸ್ಥಾಪಿಸಲಾಗಿದೆ. ಇದಲ್ಲದೇ, ನೆಹರು ರಸ್ತೆಯಲ್ಲಿ ವಿಷ್ಣುಮತ್ತು ಲಕ್ಷ್ಮೀ ವಿಗ್ರಹ, ಗೋಪಿ ವೃತ್ತದಲ್ಲಿ ಶ್ರೀ ಕೃಷ್ಣನ ಪೂರ್ಣ ವಿಶ್ವರೂಪ, ದುರ್ಗಿಗುಡಿ ಮುಖ್ಯ ರಸ್ತೆ, ಬಿ.ಆರ್.ಅಂಬೇಡ್ಕರ್ ವೃತ್ತ, (1165, 1018, 1316, 1175)
story6-headline: ಕರಾವಳಿ, ಉತ್ತರ ಒಳನಾಡಿನಲ್ಲಿ ಇಂದು ಮಳೆ ಚುರುಕು: ಸೆ. 26 ರಿಂದ ಇಳಿಮುಖ ಸಾಧ್ಯತೆ–ಹವಾಮಾನ ಇಲಾಖೆ ಮುನ್ಸೂಚನೆ (205, 1859, 1205, 1889)
idol-image (855, 1016, 1160, 1173)
column-rule (850, 964, 851, 1841)
date-text: ದಿನಾಂಕ : 26-09-2026 ಶನಿವಾರ Saturday (696, 193, 955, 212)
story1-text-3: ಬಯ್ಯಾಪುರ ಅವರಿಗೆ ವಿಧಾನ ಪರಿಷತ್‌ನಲ್ಲಿ ಸಲಹೆ ನೀಡುವ ಸ್ವಾರಸ್ಯಕರ ಚರ್ಚೆ ನಡೆಯಿತು. ನೂತನವಾಗಿ ಆಯ್ಕೆಯಾದ ಸದಸ್ಯರಿಗೆ ಅಭಿನಂದನೆ ಸಲ್ಲಿಸಲು ಕಾಂಗ್ರೆಸ್‌ನ ಐವನ್ ಡಿಸೋಜ ಪ್ರಸ್ತಾಪಕ್ಕೆ ಮಾತನಾಡಿದ ಪ್ರತಿಪಕ್ಷ ನಾಯಕ ಛಲವಾದಿ ನಾರಾಯಣಸ್ವಾಮಿ ಹಾಗೂ ಜೆಡಿಎಸ್‌ನ ಭೋಜೇಗೌಡ, ಇದೀಗ ಬರಗಾಲ ಇದೆ. ಅಪೆಕ್ಸ್ ಬ್ಯಾಂಕ್‌ನಿಂದ ಬಡವರು, ರೈತರಿಗೆ ಹೆಚ್ಚೆಚ್ಚು ಸಾಲ ನೀಡಿ. ರಾಜಕಾರಣಿಗಳಿಗೆ ಸಾಲ ನೀಡುವಾಗ ಎಚ್ಚರವಾಗಿರಿ ಎಂದರು. ಕೆಲ ಸದಸ್ಯರು, ನಿರ್ದಿಷ್ಟವಾಗಿ ಸಕ್ಕರೆ ಕಾರ್ಖಾನೆಗಳಿಗೆ ಸಾಲ ನೀಡಬೇಡಿ ಎಂದು ಸಲಹೆ ನೀಡಿದರು. ನಂತರ ಮಾತನಾಡಿದ ಎಸ್. ರವಿ, ಸಕ್ಕರೆ ಕಾರ್ಖಾನೆಗಳಿಗೆ ನೀಡುವುದರ ಬಗ್ಗೆ ನನಗೂ ಆಕ್ಷೇಪಣೆಗಳಿದ್ದವು. ಆದರೆ ರೈತರ ಅವಲಂಬಿತವಾದ ಆ ಉದ್ಯಮಕ್ಕೆ ಆದರೆ ನಮ್ಮನ್ನು ಬಿಟ್ಟರೆ ಬೇರೆ ಯಾರು ಸಾಲ ಕೊಡುತ್ತಾರೆ? ಎಂದರು. ಸ್ವಲ್ಪ ಎಚ್ಚರಿಕೆಯಿಂದ ನೀಡಿ ಎಂದ ಸದಸ್ಯರು ಸಲಹೆ ನೀಡಿದರು. (525, 291, 679, 682)
mourners-image (205, 1069, 515, 1246)
story4-dateline: ದೂರ ದೃಷ್ಟಿ ವಾರ್ತಾ (855, 1180, 931, 1193)
masthead-divider (1173, 188, 1174, 217)
story5-text: ಹಾಸನ: ನಗರದ ಬಿಎಂ ರಸ್ತೆಯಲ್ಲಿರುವ ಜಿಲ್ಲಾ ಕಾರಾಗೃಹಕ್ಕೆ ಕಾರಾಗೃಹ ಹಾಗೂ ಸುಧಾರಣಾ ಸೇವೆಗಳ ವಿಭಾಗದ ಮುಖ್ಯಸ್ಥ, ಡಿಜಿಪಿ ಅಲೋಕ್ ಕುಮಾರ್ ಅವರು ದಿಢೀರ್ ಭೇಟಿ ನೀಡಿ ಜೈಲಿನೊಳಗಿನ ವ್ಯವಸ್ಥೆಗಳನ್ನು ಪರಿಶೀಲಿಸಿದರು. ಕಾರಾಗೃಹದಲ್ಲಿನ ಊಟದ ವ್ಯವಸ್ಥೆ, ಕೈದಿಗಳ ಶಿಸ್ತು ಹಾಗೂ ಮೊಬೈಲ್ ಬಳಕೆ ಸೇರಿದಂತೆ ವಿವಿಧ ವಿಚಾರಗಳ ಕುರಿತು ಅಧಿಕಾರಿಗಳಿಂದ ಮಾಹಿತಿ ಪಡೆದ ಅವರು, ಜೈಲಿನಲ್ಲಿನ ಮೂಲಸೌಕರ್ಯಗಳನ್ನೂ ಪರಿಶೀಲಿಸಿದರು. ಬಳಿಕ ಮಾಧ್ಯಮದವರೊಂದಿಗೆ ಮಾತನಾಡಿದ ಅವರು, ಜಿಲ್ಲಾ ಕಾರಾಗೃಹದಲ್ಲಿ ಕಟ್ಟಡದ ಸಮಸ್ಯೆ ಇದೆ. 250 ಕೈದಿಗಳಿಗೆ ವ್ಯವಸ್ಥೆ ಇದ್ದು, ಪ್ರಸ್ತುತ 334 ಮಂದಿ ಇದ್ದಾರೆ. ಹೀಗಾಗಿ ನೂತನ ಕಟ್ಟಡ ನಿರ್ಮಾಣಕ್ಕೆ ಸಂಬಂಧಿಸಿದ ಪ್ರಸ್ತಾವನೆಯನ್ನು ಸರ್ಕಾರಕ್ಕೆ ಕಳುಹಿಸಲಾಗಿದೆ ಎಂದು ತಿಳಿಸಿದರು. ಜೈಲಿನಲ್ಲಿರುವ ಕೈದಿಗಳು ನಿಯಮಾನುಸಾರ ಶಿಸ್ತು ಪಾಲಿಸಬೇಕು. ಮ್ಯಾನುಯಲ್ ಪ್ರಕಾರ ಕೂದಲು ಕಟಿಂಗ್ ಮಾಡಿಸಿಕೊಳ್ಳಬೇಕು. ಎಲ್ಲರೂ ಶಿಸ್ತು ಕಾಪಾಡುವಂತೆ ಸೂಚಿಸಲಾಗಿದೆ. ಊಟದ ಗುಣಮಟ್ಟವನ್ನೂ ಪರಿಶೀಲಿಸಿದ್ದೇನೆ, ಸದ್ಯಕ್ಕೆ ಆಹಾರದ ಗುಣಮಟ್ಟ ಪರವಾಗಿಲ್ಲ ಎಂದು ಹೇಳಿದರು. (1009, 1496, 1481, 1636)
story3-dateline: ದೂರ ದೃಷ್ಟಿ ವಾರ್ತಾ (205, 1251, 281, 1265)
vidhana-soudha-photo (857, 281, 1158, 450)
section-divider (205, 958, 1480, 960)
section-divider (205, 1843, 1480, 1844)
story2-text-1: ಬೆಂಗಳೂರು: ಕೇಂದ್ರದಿಂದ ಎನ್‌ಡಿಆರ್‌ಎಫ್‌ನಡಿ ಪರಿಹಾರ ಹಣ ಬರುವ ನಿರೀಕ್ಷೆಯಲ್ಲಿ ಸದ್ಯ ಪ್ರತಿ ರೈತರಿಗೆ ರಾಜ್ಯದಿಂದ 2,500 ರೂ. ಇನ್‌ಪುಟ್ ಸಬ್ಸಿಡಿ ನೀಡುವುದಾಗಿ ರಾಜ್ಯ ಸರ್ಕಾರ ಘೋಷಣೆ ಮಾಡಿದೆ. ಬರ ವಿಚಾರವಾಗಿ ಚರ್ಚೆಗೆ ಉತ್ತರಿಸಿದ ಡಿಸಿಎಂ ಹಾಗೂ ಕಂದಾಯ ಸಚಿವ ಜಿ.ಪರಮೇಶ್ವರ್, ರಾಜ್ಯ ಸರ್ಕಾರ ಬರ ಪೀಡಿತ ಪ್ರದೇಶಗಳ ರೈತರಿಗೆ ಎನ್‌ಡಿಆರ್‌ಎಫ್ ಅನುದಾನ ನಿರೀಕ್ಷೆ ಮಾಡಿಕೊಂಡು 2,500 ರೂ. ಇನ್‌ಪುಟ್ ಸಬ್ಸಿಡಿ ಕೊಡಲು ತೀರ್ಮಾನ ಮಾಡಿದ್ದೇವೆ. ಆ ಮೂಲಕ ಒಟ್ಟು ತಕ್ಷಣವೇ 1,250 ಕೋಟಿ ರೂ.ಗಳನ್ನು ಮೊದಲ ಹಂತದಲ್ಲಿ ಬಿಡುಗಡೆ ಮಾಡುತ್ತೀದ್ದೇವೆ. ಇದು ಸಣ್ಣ ಹಣ ಅಲ್ಲ, 40 ರಿಂದ 50 ಲಕ್ಷ ರೈತರಿಗೆ ತಕ್ಷಣವೇ ಜಾರಿಗೆ ಬರುವಂತೆ ಪರಿಹಾರ ನೀಡುವುದಾಗಿ ಪ್ರಕಟ ಮಾಡುತ್ತಿದ್ದೇವೆ ಎಂದರು. ರೈತರಿಗೆ ಎಲ್ಲಾ ರೀತಿಯ ಸಹಕಾರ ಕೊಡುತ್ತೇವೆ. ರೈತರ ಸಾವು (688, 302, 852, 639)
story3-column-4 (683, 1069, 846, 1839)
story1-column-2 (366, 289, 520, 953)
story3-column-1 (205, 1250, 359, 1839)
story1-headline-line1: ಸಾರಿಗೆ ನಿಗಮಗಳು 8 ಸಾವಿರ ಕೋಟಿ ನಷ್ಟದಲ್ಲಿದ್ದರೂ (205, 222, 552, 248)
funeral-photo (205, 1069, 515, 1246)
story5-headline-line1: ಹಾಸನ ಜಿಲ್ಲಾ ಕಾರಾಗೃಹಕ್ಕೆ ಡಿಜಿಪಿ ಅಲೋಕ್ ಕುಮಾರ್ ದಿಢೀರ್ (1009, 1439, 1338, 1459)
